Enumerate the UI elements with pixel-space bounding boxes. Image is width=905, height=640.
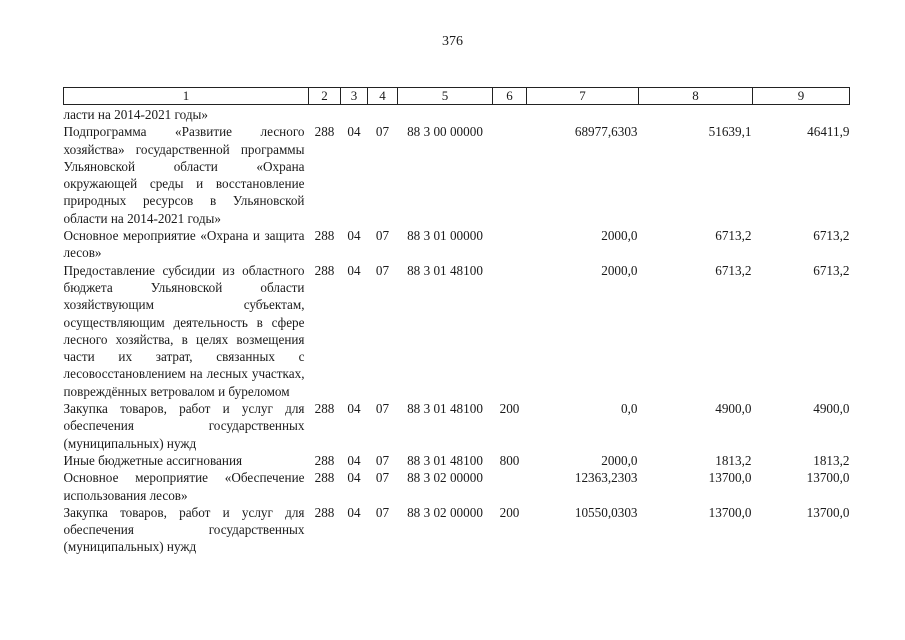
page-number: 376 xyxy=(442,34,463,49)
cell-section-code: 04 xyxy=(347,262,361,278)
cell-target-code: 88 3 02 00000 xyxy=(407,504,483,520)
cell-expense-type: 200 xyxy=(499,401,520,417)
column-header-8: 8 xyxy=(639,88,753,105)
cell-section-code: 04 xyxy=(347,228,361,244)
cell-amount-col9: 13700,0 xyxy=(806,504,850,520)
cell-ministry-code: 288 xyxy=(314,452,335,468)
cell-amount-col7: 2000,0 xyxy=(601,228,638,244)
cell-amount-col7: 2000,0 xyxy=(601,262,638,278)
cell-target-code: 88 3 01 48100 xyxy=(407,401,483,417)
cell-subsection-code: 07 xyxy=(375,124,390,140)
cell-ministry-code: 288 xyxy=(314,401,335,417)
cell-target-code: 88 3 01 00000 xyxy=(407,228,483,244)
cell-expense-type: 800 xyxy=(499,452,520,468)
cell-expense-type xyxy=(493,123,527,227)
cell-subsection-code: 07 xyxy=(375,470,390,486)
cell-amount-col8: 13700,0 xyxy=(708,470,752,486)
cell-section-code: 04 xyxy=(347,401,361,417)
table-row xyxy=(64,469,850,504)
row-name: Предоставление субсидии из областного бюджета Ульяновской области хозяйствующим субъектам, осуществляющим деятельность в сфере лесного хозяйства, в целях возмещения части их затрат, связанных с лесовосстановлением на лесных участках, повреждённых ветровалом и буреломом xyxy=(63,262,305,399)
cell-expense-type: 200 xyxy=(499,504,520,520)
row-name: Основное мероприятие «Обеспечение использования лесов» xyxy=(63,470,305,503)
cell-section-code: 04 xyxy=(347,470,361,486)
cell-ministry-code: 288 xyxy=(314,262,335,278)
column-header-6: 6 xyxy=(493,88,527,105)
row-name: Основное мероприятие «Охрана и защита лесов» xyxy=(63,228,305,261)
cell-amount-col8: 4900,0 xyxy=(715,401,752,417)
column-header-2: 2 xyxy=(309,88,341,105)
row-name: Закупка товаров, работ и услуг для обеспечения государственных (муниципальных) нужд xyxy=(63,401,305,451)
table-row xyxy=(64,227,850,262)
table-row xyxy=(64,123,850,227)
row-name: Подпрограмма «Развитие лесного хозяйства» государственной программы Ульяновской области «Охрана окружающей среды и восстановление природных ресурсов в Ульяновской области на 2014-2021 годы» xyxy=(63,124,305,226)
column-header-5: 5 xyxy=(398,88,493,105)
cell-amount-col8: 51639,1 xyxy=(708,124,752,140)
cell-amount-col7: 10550,0303 xyxy=(574,504,638,520)
table-row xyxy=(64,400,850,452)
cell-amount-col8: 13700,0 xyxy=(708,504,752,520)
cell-subsection-code: 07 xyxy=(375,262,390,278)
cell-target-code: 88 3 00 00000 xyxy=(407,124,483,140)
cell-section-code: 04 xyxy=(347,124,361,140)
column-header-4: 4 xyxy=(368,88,398,105)
row-name: Закупка товаров, работ и услуг для обеспечения государственных (муниципальных) нужд xyxy=(63,504,305,555)
cell-amount-col7: 0,0 xyxy=(621,401,638,417)
cell-amount-col7: 12363,2303 xyxy=(574,470,638,486)
cell-section-code: 04 xyxy=(347,504,361,520)
cell-target-code: 88 3 01 48100 xyxy=(407,452,483,468)
column-header-3: 3 xyxy=(341,88,368,105)
cell-amount-col9: 4900,0 xyxy=(813,401,850,417)
cell-expense-type xyxy=(493,262,527,400)
column-header-7: 7 xyxy=(527,88,639,105)
table-row xyxy=(64,452,850,469)
cell-amount-col9: 13700,0 xyxy=(806,470,850,486)
cell-expense-type xyxy=(493,227,527,262)
table-row xyxy=(64,105,850,124)
cell-amount-col9: 46411,9 xyxy=(807,124,850,140)
cell-subsection-code: 07 xyxy=(375,504,390,520)
cell-ministry-code: 288 xyxy=(314,124,335,140)
cell-amount-col7: 2000,0 xyxy=(601,452,638,468)
cell-ministry-code: 288 xyxy=(314,228,335,244)
cell-target-code: 88 3 02 00000 xyxy=(407,470,483,486)
row-name: ласти на 2014-2021 годы» xyxy=(63,107,209,122)
cell-subsection-code: 07 xyxy=(375,228,390,244)
cell-amount-col9: 6713,2 xyxy=(813,262,850,278)
cell-amount-col7: 68977,6303 xyxy=(574,124,638,140)
table-row xyxy=(64,504,850,556)
column-header-9: 9 xyxy=(753,88,850,105)
cell-amount-col8: 6713,2 xyxy=(715,262,752,278)
cell-ministry-code: 288 xyxy=(314,470,335,486)
cell-ministry-code: 288 xyxy=(314,504,335,520)
cell-section-code: 04 xyxy=(347,452,361,468)
cell-amount-col8: 6713,2 xyxy=(715,228,752,244)
cell-subsection-code: 07 xyxy=(375,452,390,468)
table-header-row xyxy=(64,88,850,105)
column-header-1: 1 xyxy=(64,88,309,105)
cell-amount-col8: 1813,2 xyxy=(715,452,752,468)
cell-amount-col9: 1813,2 xyxy=(813,452,850,468)
cell-amount-col9: 6713,2 xyxy=(813,228,850,244)
row-name: Иные бюджетные ассигнования xyxy=(63,452,243,468)
cell-target-code: 88 3 01 48100 xyxy=(407,262,483,278)
cell-expense-type xyxy=(493,469,527,504)
budget-table xyxy=(63,87,850,556)
cell-subsection-code: 07 xyxy=(375,401,390,417)
table-row xyxy=(64,262,850,400)
